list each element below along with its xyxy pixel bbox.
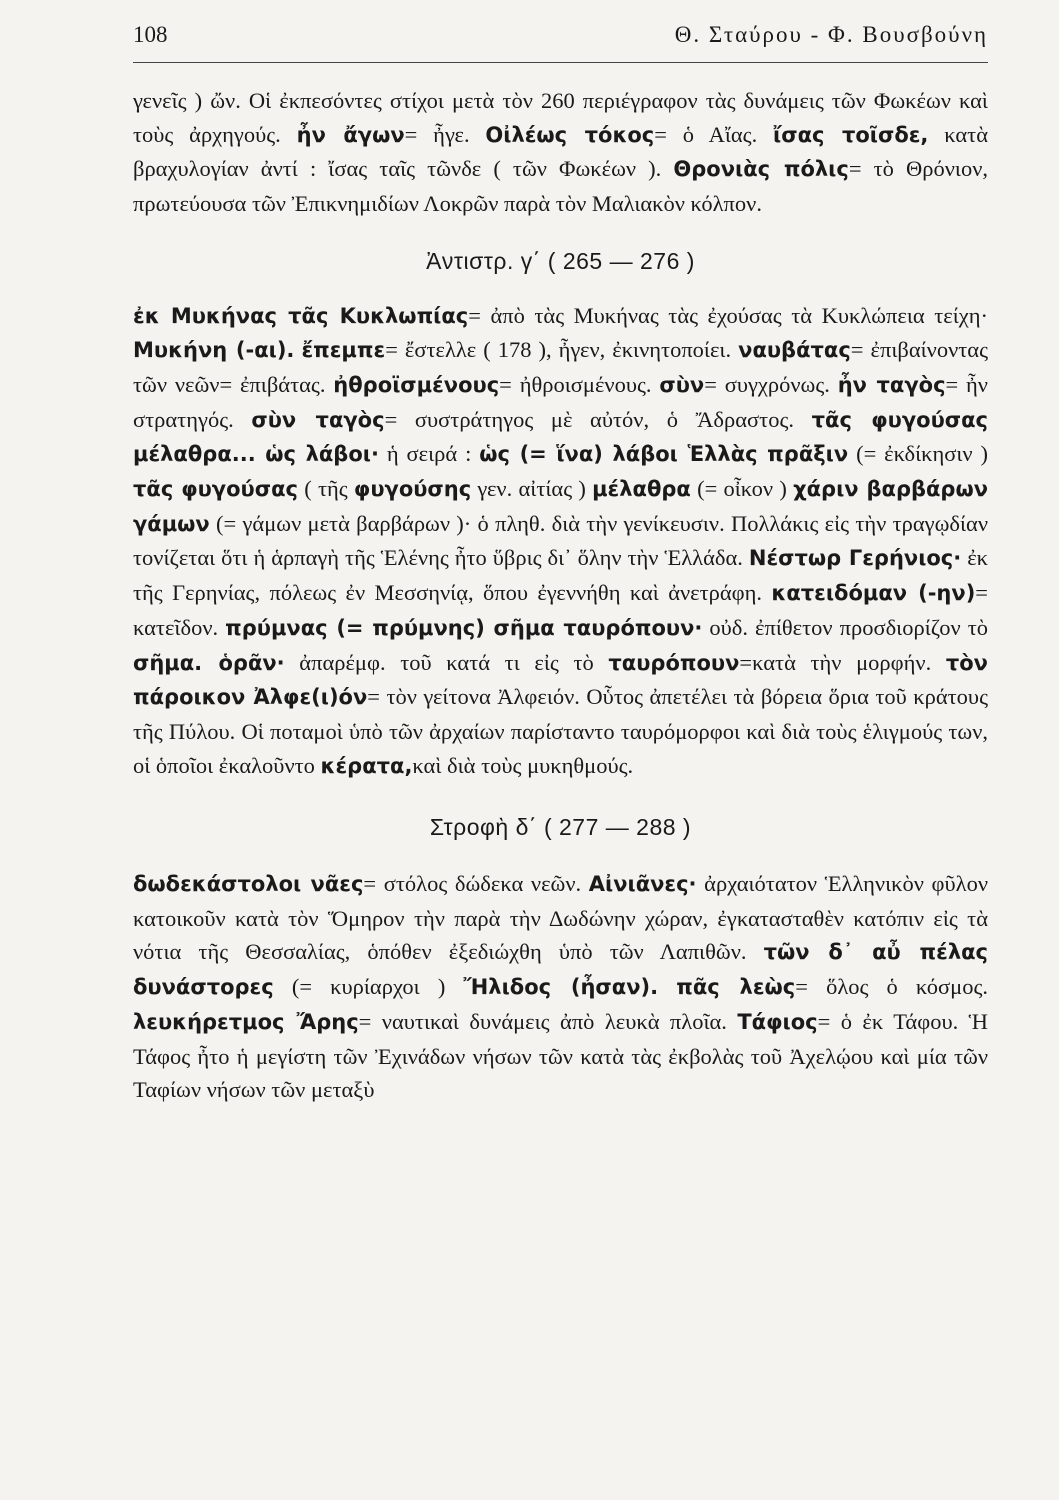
gloss-text: ἡ σειρά :	[378, 441, 480, 467]
section-heading: Στροφὴ δ΄ ( 277 — 288 )	[429, 814, 692, 841]
running-title: Θ. Σταύρου - Φ. Βουσβούνη	[674, 22, 988, 47]
gloss-text: = στόλος δώδεκα νεῶν.	[363, 871, 589, 897]
section-heading: Ἀντιστρ. γ΄ ( 265 — 276 )	[426, 247, 695, 274]
lemma: πρύμνας (= πρύμνης) σῆμα ταυρόπουν·	[225, 615, 703, 640]
lemma: χάριν βαρβάρων γάμων	[133, 477, 989, 536]
lemma: δωδεκάστολοι νᾶες	[133, 872, 364, 897]
gloss-text: = ὁ ἐκ Τάφου. Ἡ Τάφος ἦτο ἡ μεγίστη τῶν Ἐχινάδων νήσων τῶν κατὰ τὰς ἐκβολὰς τοῦ Ἀχελῴου καὶ μία τῶν Ταφίων νήσων τῶν μεταξὺ	[133, 1008, 988, 1103]
gloss-text: οὐδ. ἐπίθετον προσδιορίζον τὸ	[702, 614, 988, 640]
gloss-text: ( τῆς	[297, 476, 354, 502]
commentary-paragraph	[133, 867, 988, 1107]
gloss-text: = συστράτηγος μὲ αὐτόν, ὁ Ἄδραστος.	[384, 406, 812, 432]
gloss-text: = ἠθροισμένους.	[499, 371, 660, 397]
commentary-paragraph	[133, 299, 988, 784]
lemma: πᾶς λεὼς	[676, 975, 796, 1000]
gloss-text: (= ἐκδίκησιν )	[848, 441, 988, 467]
lemma: Τάφιος	[737, 1009, 818, 1034]
gloss-text: = ὁ Αἴας.	[654, 121, 774, 147]
gloss-text: καὶ διὰ τοὺς μυκηθμούς.	[412, 752, 634, 778]
lemma: τᾶς φυγούσας μέλαθρα... ὡς λάβοι·	[133, 407, 988, 467]
gloss-text: (= γάμων μετὰ βαρβάρων )· ὁ πληθ. διὰ τὴν γενίκευσιν. Πολλάκις εἰς τὴν τραγῳδίαν τονίζεται ὅτι ἡ ἁρπαγὴ τῆς Ἑλένης ἦτο ὕβρις δι᾽ ὅλην τὴν Ἑλλάδα.	[133, 510, 988, 571]
gloss-text: = ἔστελλε ( 178 ), ἦγεν, ἐκινητοποίει.	[385, 337, 739, 363]
commentary-paragraph	[133, 84, 988, 221]
gloss-text: = τὸν γείτονα Ἀλφειόν. Οὗτος ἀπετέλει τὰ βόρεια ὅρια τοῦ κράτους τῆς Πύλου. Οἱ ποταμοὶ ὑπὸ τῶν ἀρχαίων παρίσταντο ταυρόμορφοι καὶ διὰ τοὺς ἑλιγμούς των, οἱ ὁποῖοι ἐκαλοῦντο	[133, 684, 988, 778]
gloss-text: ἀρχαιότατον Ἑλληνικὸν φῦλον κατοικοῦν κατὰ τὸν Ὅμηρον τὴν παρὰ τὴν Δωδώνην χώραν, ἐγκατασταθὲν κατόπιν εἰς τὰ νότια τῆς Θεσσαλίας, ὁπόθεν ἐξεδιώχθη ὑπὸ τῶν Λαπιθῶν.	[133, 871, 989, 965]
header-rule	[133, 62, 988, 63]
gloss-text: = ἐπιβαίνοντας τῶν νεῶν= ἐπιβάτας.	[133, 337, 988, 397]
gloss-text: (= οἶκον )	[690, 476, 794, 502]
lemma: τὸν πάροικον Ἀλφε(ι)όν	[133, 650, 988, 710]
lemma: σῆμα. ὁρᾶν·	[133, 650, 285, 675]
gloss-text: = ἀπὸ τὰς Μυκήνας τὰς ἐχούσας τὰ Κυκλώπεια τείχη·	[468, 302, 989, 328]
gloss-text: (= κυρίαρχοι )	[273, 974, 464, 1000]
page-body	[133, 84, 988, 1107]
gloss-text: ἐκ τῆς Γερηνίας, πόλεως ἐν Μεσσηνίᾳ, ὅπου ἐγεννήθη καὶ ἀνετράφη.	[133, 545, 988, 606]
gloss-text: γεν. αἰτίας )	[471, 476, 593, 502]
gloss-text: γενεῖς ) ὤν. Οἱ ἐκπεσόντες στίχοι μετὰ τὸν 260 περιέγραφον τὰς δυνάμεις τῶν Φωκέων καὶ τοὺς ἀρχηγούς.	[133, 88, 988, 147]
lemma: ναυβάτας	[738, 338, 851, 363]
lemma: Νέστωρ Γερήνιος·	[748, 546, 962, 571]
lemma: φυγούσης	[353, 477, 472, 502]
lemma: ἐκ Μυκήνας τᾶς Κυκλωπίας	[133, 303, 469, 328]
lemma: λευκήρετμος Ἄρης	[133, 1009, 359, 1034]
lemma: τᾶς φυγούσας	[133, 477, 298, 502]
gloss-text: = ἦγε.	[404, 121, 486, 147]
gloss-text: = τὸ Θρόνιον, πρωτεύουσα τῶν Ἐπικνημιδίων Λοκρῶν παρὰ τὸν Μαλιακὸν κόλπον.	[133, 156, 988, 217]
lemma: τῶν δ᾽ αὖ πέλας δυνάστορες	[133, 940, 988, 1000]
lemma: ταυρόπουν	[608, 650, 740, 675]
lemma: Οἰλέως τόκος	[485, 122, 655, 147]
lemma: Ἤλιδος (ἦσαν).	[463, 975, 659, 1000]
lemma: ἦν ταγὸς	[837, 372, 946, 397]
lemma: Μυκήνη (-αι).	[133, 338, 295, 363]
lemma: ἴσας τοῖσδε,	[773, 122, 929, 147]
lemma: μέλαθρα	[592, 477, 691, 502]
gloss-text: = κατεῖδον.	[133, 580, 988, 640]
page-number: 108	[133, 22, 168, 47]
gloss-text: =κατὰ τὴν μορφήν.	[739, 649, 946, 675]
lemma: ἦν ἄγων	[296, 122, 405, 147]
lemma: κέρατα,	[320, 753, 413, 778]
gloss-text: ἀπαρέμφ. τοῦ κατά τι εἰς τὸ	[284, 649, 609, 675]
gloss-text: = ἦν στρατηγός.	[133, 371, 988, 432]
page-header	[133, 22, 988, 48]
lemma: κατειδόμαν (-ην)	[771, 581, 976, 606]
gloss-text: κατὰ βραχυλογίαν ἀντί : ἴσας ταῖς τῶνδε ( τῶν Φωκέων ).	[133, 121, 988, 182]
lemma: ἔπεμπε	[301, 338, 386, 363]
lemma: Αἰνιᾶνες·	[588, 872, 697, 897]
lemma: σὺν	[659, 372, 705, 397]
lemma: σὺν ταγὸς	[251, 407, 385, 432]
gloss-text	[658, 974, 676, 999]
lemma: ἠθροϊσμένους	[333, 372, 500, 397]
lemma: ὡς (= ἵνα) λάβοι Ἑλλὰς πρᾶξιν	[479, 442, 849, 467]
gloss-text: = ναυτικαὶ δυνάμεις ἀπὸ λευκὰ πλοῖα.	[358, 1008, 738, 1034]
gloss-text: = ὅλος ὁ κόσμος.	[795, 974, 988, 1000]
lemma: Θρονιὰς πόλις	[673, 157, 849, 182]
gloss-text: = συγχρόνως.	[704, 371, 838, 397]
